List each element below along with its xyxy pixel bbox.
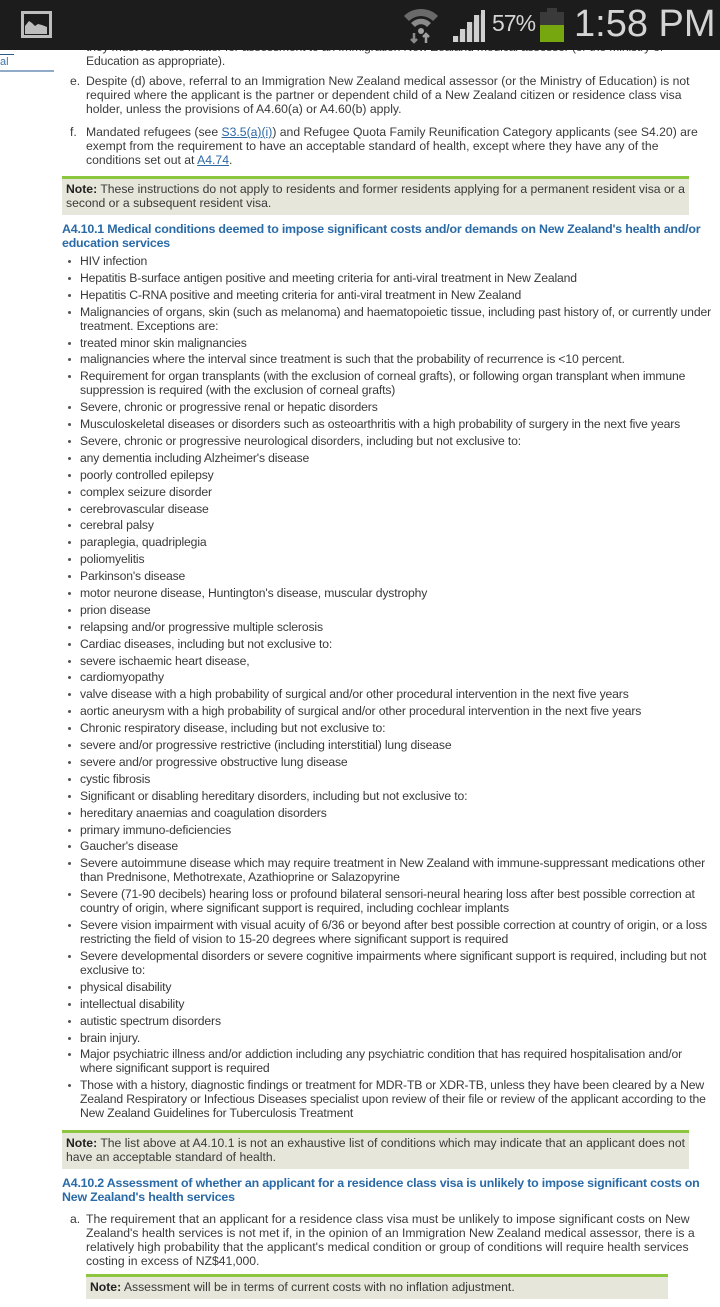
list-item-text: Despite (d) above, referral to an Immigration New Zealand medical assessor (or the Ministry of Education) is not required where the applicant is the partner or dependent child of a New Zealand citizen or residence class visa holder, unless the provisions of A4.60(a) or A4.60(b) apply. [86,74,690,116]
section-heading-a4-10-1: A4.10.1 Medical conditions deemed to impose significant costs and/or demands on New Zealand's health and/or education services [62,222,701,250]
condition-item: motor neurone disease, Huntington's disease, muscular dystrophy [62,586,712,600]
condition-item: aortic aneurysm with a high probability of surgical and/or other procedural intervention in the next five years [62,704,712,718]
condition-item: poorly controlled epilepsy [62,468,712,482]
condition-item: Gaucher's disease [62,839,712,853]
condition-item: Chronic respiratory disease, including but not exclusive to: [62,721,712,735]
sidebar-link[interactable]: al [0,56,9,68]
condition-item: Significant or disabling hereditary disorders, including but not exclusive to: [62,789,712,803]
condition-item: paraplegia, quadriplegia [62,535,712,549]
wifi-data-transfer-icon [402,6,440,49]
condition-item: Requirement for organ transplants (with the exclusion of corneal grafts), or following organ transplant when immune suppression is required (with the exclusion of corneal grafts) [62,369,712,397]
list-item-text: The requirement that an applicant for a residence class visa must be unlikely to impose significant costs on New Zealand's health services is not met if, in the opinion of an Immigration New Zealand medical assessor, there is a relatively high probability that the applicant's medical condition or group of conditions will require health services costing in excess of NZ$41,000. [86,1212,695,1269]
list-marker: f. [70,125,77,139]
condition-item: Parkinson's disease [62,569,712,583]
note-label: Note: [66,1136,98,1151]
condition-item: Hepatitis B-surface antigen positive and meeting criteria for anti-viral treatment in New Zealand [62,271,712,285]
sidebar-active-underline [0,70,54,72]
condition-item: cardiomyopathy [62,670,712,684]
condition-item: HIV infection [62,254,712,268]
conditions-list [62,254,712,1120]
continuation-text: Education as appropriate). [86,54,226,68]
document-content [62,40,712,1307]
battery-percent: 57% [492,10,536,36]
condition-item: prion disease [62,603,712,617]
note-text: These instructions do not apply to residents and former residents applying for a permanent resident visa or a second or a subsequent resident visa. [66,182,685,210]
condition-item: hereditary anaemias and coagulation disorders [62,806,712,820]
note-text: The list above at A4.10.1 is not an exhaustive list of conditions which may indicate that an applicant does not have an acceptable standard of health. [66,1136,685,1165]
list-item-f [62,125,712,167]
condition-item: relapsing and/or progressive multiple sclerosis [62,620,712,634]
condition-item: malignancies where the interval since treatment is such that the probability of recurrence is <10 percent. [62,352,712,366]
link-s3-5[interactable]: S3.5(a)(i) [221,125,273,139]
condition-item: Severe autoimmune disease which may require treatment in New Zealand with immune-suppressant medications other than Prednisone, Methotrexate, Azathioprine or Salazopyrine [62,856,712,884]
list-item-text: . [228,153,233,167]
condition-item: severe and/or progressive restrictive (including interstitial) lung disease [62,738,712,752]
condition-item: treated minor skin malignancies [62,336,712,350]
list-marker: a. [70,1212,81,1227]
note-label: Note: [66,182,98,196]
condition-item: Malignancies of organs, skin (such as melanoma) and haematopoietic tissue, including past history of, or currently under treatment. Exceptions are: [62,305,712,333]
condition-item: Those with a history, diagnostic findings or treatment for MDR-TB or XDR-TB, unless they have been cleared by a New Zealand Respiratory or Infectious Diseases specialist upon review of their file or review of the applicant according to the New Zealand Guidelines for Tuberculosis Treatment [62,1078,712,1120]
condition-item: cystic fibrosis [62,772,712,786]
condition-item: physical disability [62,980,712,994]
note-label: Note: [90,1280,122,1295]
condition-item: primary immuno-deficiencies [62,823,712,837]
note-box [86,1274,668,1299]
gallery-notification-icon [21,11,52,38]
condition-item: any dementia including Alzheimer's disease [62,451,712,465]
sidebar-divider [0,54,14,55]
battery-icon [540,8,564,42]
note-text: Assessment will be in terms of current costs with no inflation adjustment. [121,1280,515,1295]
condition-item: cerebrovascular disease [62,502,712,516]
condition-item: Severe vision impairment with visual acuity of 6/36 or beyond after best possible correction at country of origin, or a loss restricting the field of vision to 15-20 degrees where significant support is required [62,918,712,946]
list-item-a [62,1212,712,1268]
condition-item: autistic spectrum disorders [62,1014,712,1028]
list-marker: e. [70,74,81,88]
list-item-text: Mandated refugees (see [86,125,222,139]
list-item-text: ) and Refugee Quota Family Reunification Category applicants (see S4.20) are exempt from the requirement to have an acceptable standard of health, except where they have any of the conditions set out at [86,125,698,167]
link-a4-74[interactable]: A4.74 [197,153,229,167]
condition-item: poliomyelitis [62,552,712,566]
condition-item: Severe (71-90 decibels) hearing loss or profound bilateral sensori-neural hearing loss after best possible correction at country of origin, where significant support is required, including cochlear implants [62,887,712,915]
condition-item: Hepatitis C-RNA positive and meeting criteria for anti-viral treatment in New Zealand [62,288,712,302]
condition-item: Severe, chronic or progressive renal or hepatic disorders [62,400,712,414]
condition-item: Musculoskeletal diseases or disorders such as osteoarthritis with a high probability of surgery in the next five years [62,417,712,431]
status-bar [0,0,720,50]
section-heading-a4-10-2: A4.10.2 Assessment of whether an applicant for a residence class visa is unlikely to impose significant costs on New Zealand's health services [62,1176,700,1204]
condition-item: Major psychiatric illness and/or addiction including any psychiatric condition that has required hospitalisation and/or where significant support is required [62,1047,712,1075]
note-box [62,176,689,215]
condition-item: complex seizure disorder [62,485,712,499]
clock: 1:58 PM [574,3,716,45]
condition-item: valve disease with a high probability of surgical and/or other procedural intervention in the next five years [62,687,712,701]
condition-item: severe and/or progressive obstructive lung disease [62,755,712,769]
condition-item: Cardiac diseases, including but not exclusive to: [62,637,712,651]
sub-note-container [86,1274,712,1299]
condition-item: severe ischaemic heart disease, [62,654,712,668]
condition-item: Severe developmental disorders or severe cognitive impairments where significant support is required, including but not exclusive to: [62,949,712,977]
note-box [62,1130,689,1169]
battery-fill [540,25,564,42]
condition-item: brain injury. [62,1031,712,1045]
condition-item: Severe, chronic or progressive neurological disorders, including but not exclusive to: [62,434,712,448]
condition-item: intellectual disability [62,997,712,1011]
cell-signal-icon [453,10,487,47]
list-item-e [62,74,712,116]
condition-item: cerebral palsy [62,518,712,532]
